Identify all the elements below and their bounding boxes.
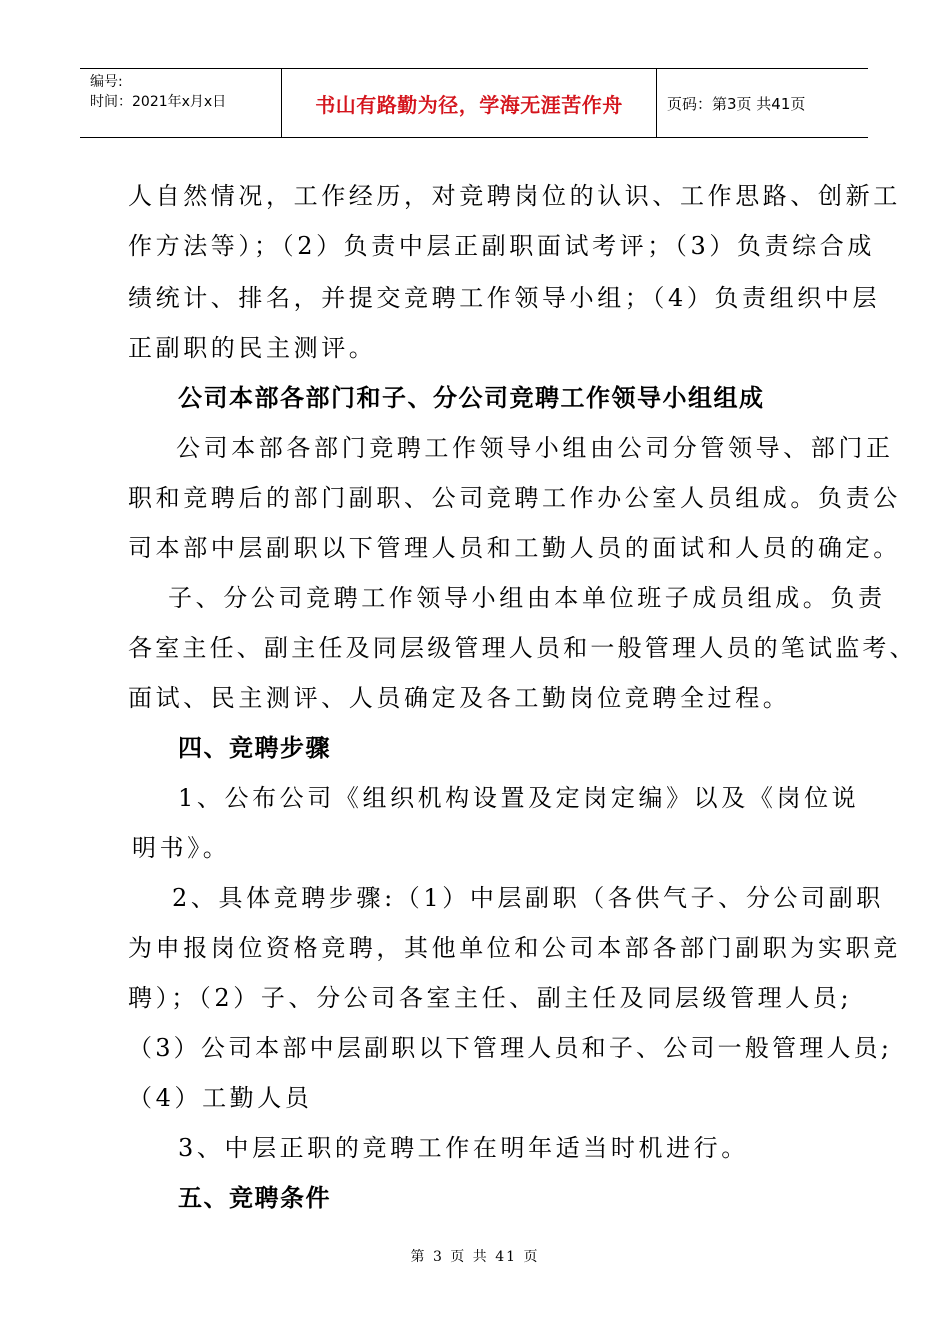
body-line: 子、分公司竞聘工作领导小组由本单位班子成员组成。负责 [168, 584, 886, 612]
body-line: 职和竞聘后的部门副职、公司竞聘工作办公室人员组成。负责公 [128, 484, 901, 512]
body-line: 2、具体竞聘步骤:（1）中层副职（各供气子、分公司副职 [172, 884, 884, 912]
section-heading-conditions: 五、竞聘条件 [178, 1184, 331, 1212]
body-line: 人自然情况，工作经历，对竞聘岗位的认识、工作思路、创新工 [128, 182, 901, 210]
body-line: 绩统计、排名，并提交竞聘工作领导小组；（4）负责组织中层 [128, 284, 881, 312]
body-line: 明书》。 [132, 834, 231, 862]
page-footer: 第 3 页 共 41 页 [410, 1249, 540, 1265]
body-line: 聘）；（2）子、分公司各室主任、副主任及同层级管理人员; [128, 984, 853, 1012]
header-page-info: 页码：第3页 共41页 [667, 94, 806, 113]
body-line: 为申报岗位资格竞聘，其他单位和公司本部各部门副职为实职竞 [128, 934, 901, 962]
body-line: 作方法等）；（2）负责中层正副职面试考评；（3）负责综合成 [128, 232, 875, 260]
body-line: 公司本部各部门竞聘工作领导小组由公司分管领导、部门正 [176, 434, 894, 462]
section-heading: 公司本部各部门和子、分公司竞聘工作领导小组组成 [178, 384, 765, 412]
header-motto: 书山有路勤为径，学海无涯苦作舟 [282, 69, 657, 137]
header-meta [80, 69, 282, 137]
body-line: 3、中层正职的竞聘工作在明年适当时机进行。 [178, 1134, 749, 1162]
page-header [80, 68, 868, 138]
section-heading-steps: 四、竞聘步骤 [178, 734, 331, 762]
body-line: 正副职的民主测评。 [128, 334, 377, 362]
document-date: 时间：2021年x月x日 [90, 94, 227, 110]
body-line: 司本部中层副职以下管理人员和工勤人员的面试和人员的确定。 [128, 534, 901, 562]
body-line: （4）工勤人员 [128, 1084, 313, 1112]
body-line: （3）公司本部中层副职以下管理人员和子、公司一般管理人员; [128, 1034, 893, 1062]
body-line: 各室主任、副主任及同层级管理人员和一般管理人员的笔试监考、 [128, 634, 917, 662]
document-number-label: 编号: [90, 74, 123, 90]
body-line: 面试、民主测评、人员确定及各工勤岗位竞聘全过程。 [128, 684, 791, 712]
body-line: 1、公布公司《组织机构设置及定岗定编》以及《岗位说 [178, 784, 860, 812]
